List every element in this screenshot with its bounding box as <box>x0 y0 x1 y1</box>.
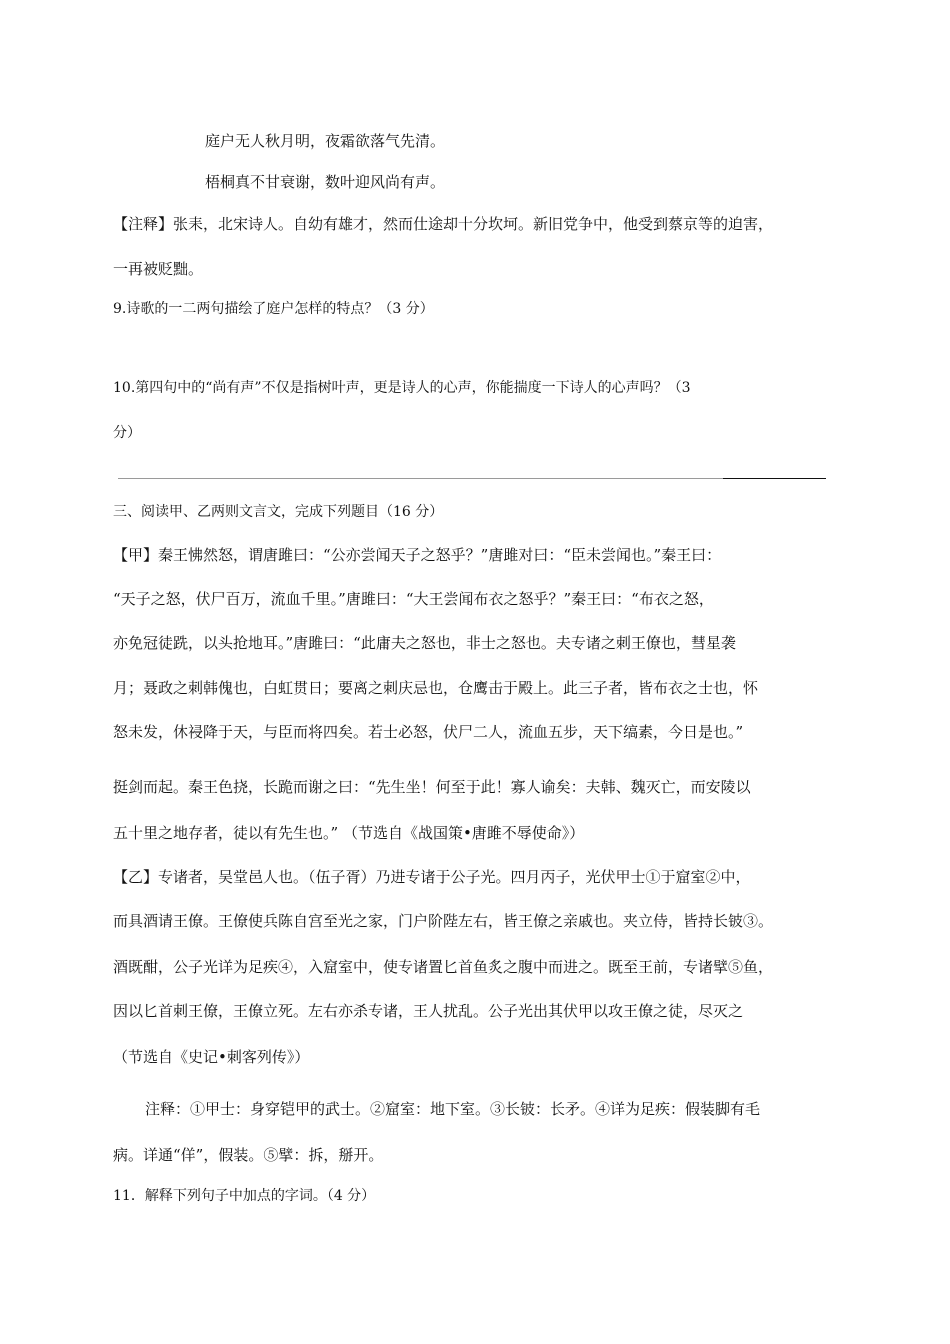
yi-line-5: （节选自《史记•刺客列传》） <box>113 1048 310 1066</box>
jia-line-3: 亦免冠徒跣，以头抢地耳。”唐雎曰：“此庸夫之怒也，非士之怒也。夫专诸之刺王僚也，彗星袭 <box>113 634 736 652</box>
poem-line-3: 庭户无人秋月明，夜霜欲落气先清。 <box>205 132 446 150</box>
jia-line-6: 挺剑而起。秦王色挠，长跪而谢之曰：“先生坐！何至于此！寡人谕矣：夫韩、魏灭亡，而安陵以 <box>113 778 751 796</box>
poem-line-4: 梧桐真不甘衰谢，数叶迎风尚有声。 <box>205 173 446 191</box>
question-10-line-1: 10.第四句中的“尚有声”不仅是指树叶声，更是诗人的心声，你能揣度一下诗人的心声吗？（3 <box>113 380 691 396</box>
question-11: 11．解释下列句子中加点的字词。（4 分） <box>113 1188 376 1204</box>
section-3-heading: 三、阅读甲、乙两则文言文，完成下列题目（16 分） <box>113 504 444 520</box>
yi-note-line-1: 注释：①甲士：身穿铠甲的武士。②窟室：地下室。③长铍：长矛。④详为足疾：假装脚有毛 <box>145 1100 761 1118</box>
question-9: 9.诗歌的一二两句描绘了庭户怎样的特点？（3 分） <box>113 301 434 317</box>
yi-line-2: 而具酒请王僚。王僚使兵陈自宫至光之家，门户阶陛左右，皆王僚之亲戚也。夹立侍，皆持长铍③。 <box>113 912 774 930</box>
yi-line-4: 因以匕首刺王僚，王僚立死。左右亦杀专诸，王人扰乱。公子光出其伏甲以攻王僚之徒，尽灭之 <box>113 1002 744 1020</box>
poem-note-line-2: 一再被贬黜。 <box>113 260 204 278</box>
yi-line-3: 酒既酣，公子光详为足疾④，入窟室中，使专诸置匕首鱼炙之腹中而进之。既至王前，专诸擘⑤鱼， <box>113 958 774 976</box>
jia-line-4: 月；聂政之刺韩傀也，白虹贯日；要离之刺庆忌也，仓鹰击于殿上。此三子者，皆布衣之士也，怀 <box>113 679 759 697</box>
answer-line-end <box>723 478 826 479</box>
jia-line-7: 五十里之地存者，徒以有先生也。” （节选自《战国策•唐雎不辱使命》） <box>113 824 585 842</box>
jia-line-1: 【甲】秦王怫然怒，谓唐雎曰：“公亦尝闻天子之怒乎？”唐雎对曰：“臣未尝闻也。”秦王曰： <box>113 546 722 564</box>
yi-note-line-2: 病。详通“佯”，假装。⑤擘：拆，掰开。 <box>113 1146 384 1164</box>
answer-line <box>118 478 723 479</box>
jia-line-5: 怒未发，休祲降于天，与臣而将四矣。若士必怒，伏尸二人，流血五步，天下缟素，今日是也。” <box>113 723 744 741</box>
jia-line-2: “天子之怒，伏尸百万，流血千里。”唐雎曰：“大王尝闻布衣之怒乎？”秦王曰：“布衣之怒， <box>113 590 714 608</box>
yi-line-1: 【乙】专诸者，吴堂邑人也。（伍子胥）乃进专诸于公子光。四月丙子，光伏甲士①于窟室②中， <box>113 868 751 886</box>
poem-note-line-1: 【注释】张耒，北宋诗人。自幼有雄才，然而仕途却十分坎坷。新旧党争中，他受到蔡京等的迫害， <box>113 215 774 233</box>
question-10-line-2: 分） <box>113 425 141 441</box>
